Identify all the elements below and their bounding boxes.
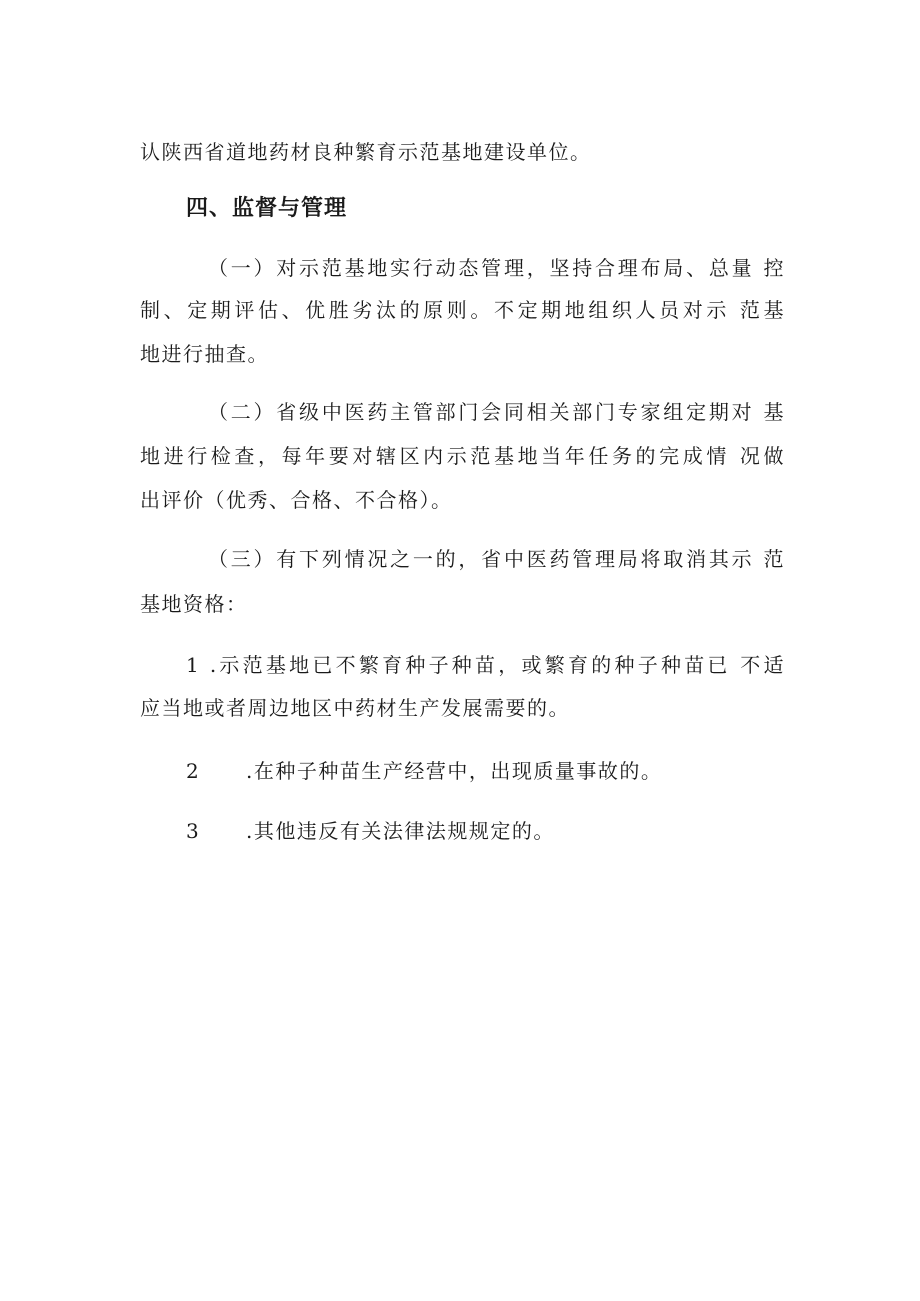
item-2 — [186, 757, 662, 785]
item-3-text: .其他违反有关法律法规规定的。 — [246, 819, 555, 843]
item-2-text: .在种子种苗生产经营中，出现质量事故的。 — [246, 759, 663, 783]
item-1-line-2: 应当地或者周边地区中药材生产发展需要的。 — [140, 696, 570, 720]
paragraph-3-line-2: 基地资格： — [140, 592, 248, 616]
paragraph-2-line-1: （二）省级中医药主管部门会同相关部门专家组定期对 基 — [208, 400, 785, 424]
item-3-number: 3 — [186, 819, 201, 843]
paragraph-1-line-2: 制、定期评估、优胜劣汰的原则。不定期地组织人员对示 范基 — [140, 298, 785, 322]
paragraph-1-line-3: 地进行抽查。 — [140, 342, 269, 366]
item-2-number: 2 — [186, 759, 201, 783]
item-3 — [186, 817, 555, 845]
continuation-line: 认陕西省道地药材良种繁育示范基地建设单位。 — [140, 140, 592, 164]
paragraph-2-line-3: 出评价（优秀、合格、不合格）。 — [140, 488, 453, 512]
section-heading: 四、监督与管理 — [186, 196, 348, 221]
paragraph-1-line-1: （一）对示范基地实行动态管理，坚持合理布局、总量 控 — [208, 256, 785, 280]
paragraph-3-line-1: （三）有下列情况之一的，省中医药管理局将取消其示 范 — [208, 547, 785, 571]
paragraph-2-line-2: 地进行检查，每年要对辖区内示范基地当年任务的完成情 况做 — [140, 444, 785, 468]
item-1-line-1: 1 .示范基地已不繁育种子种苗，或繁育的种子种苗已 不适 — [186, 653, 785, 677]
